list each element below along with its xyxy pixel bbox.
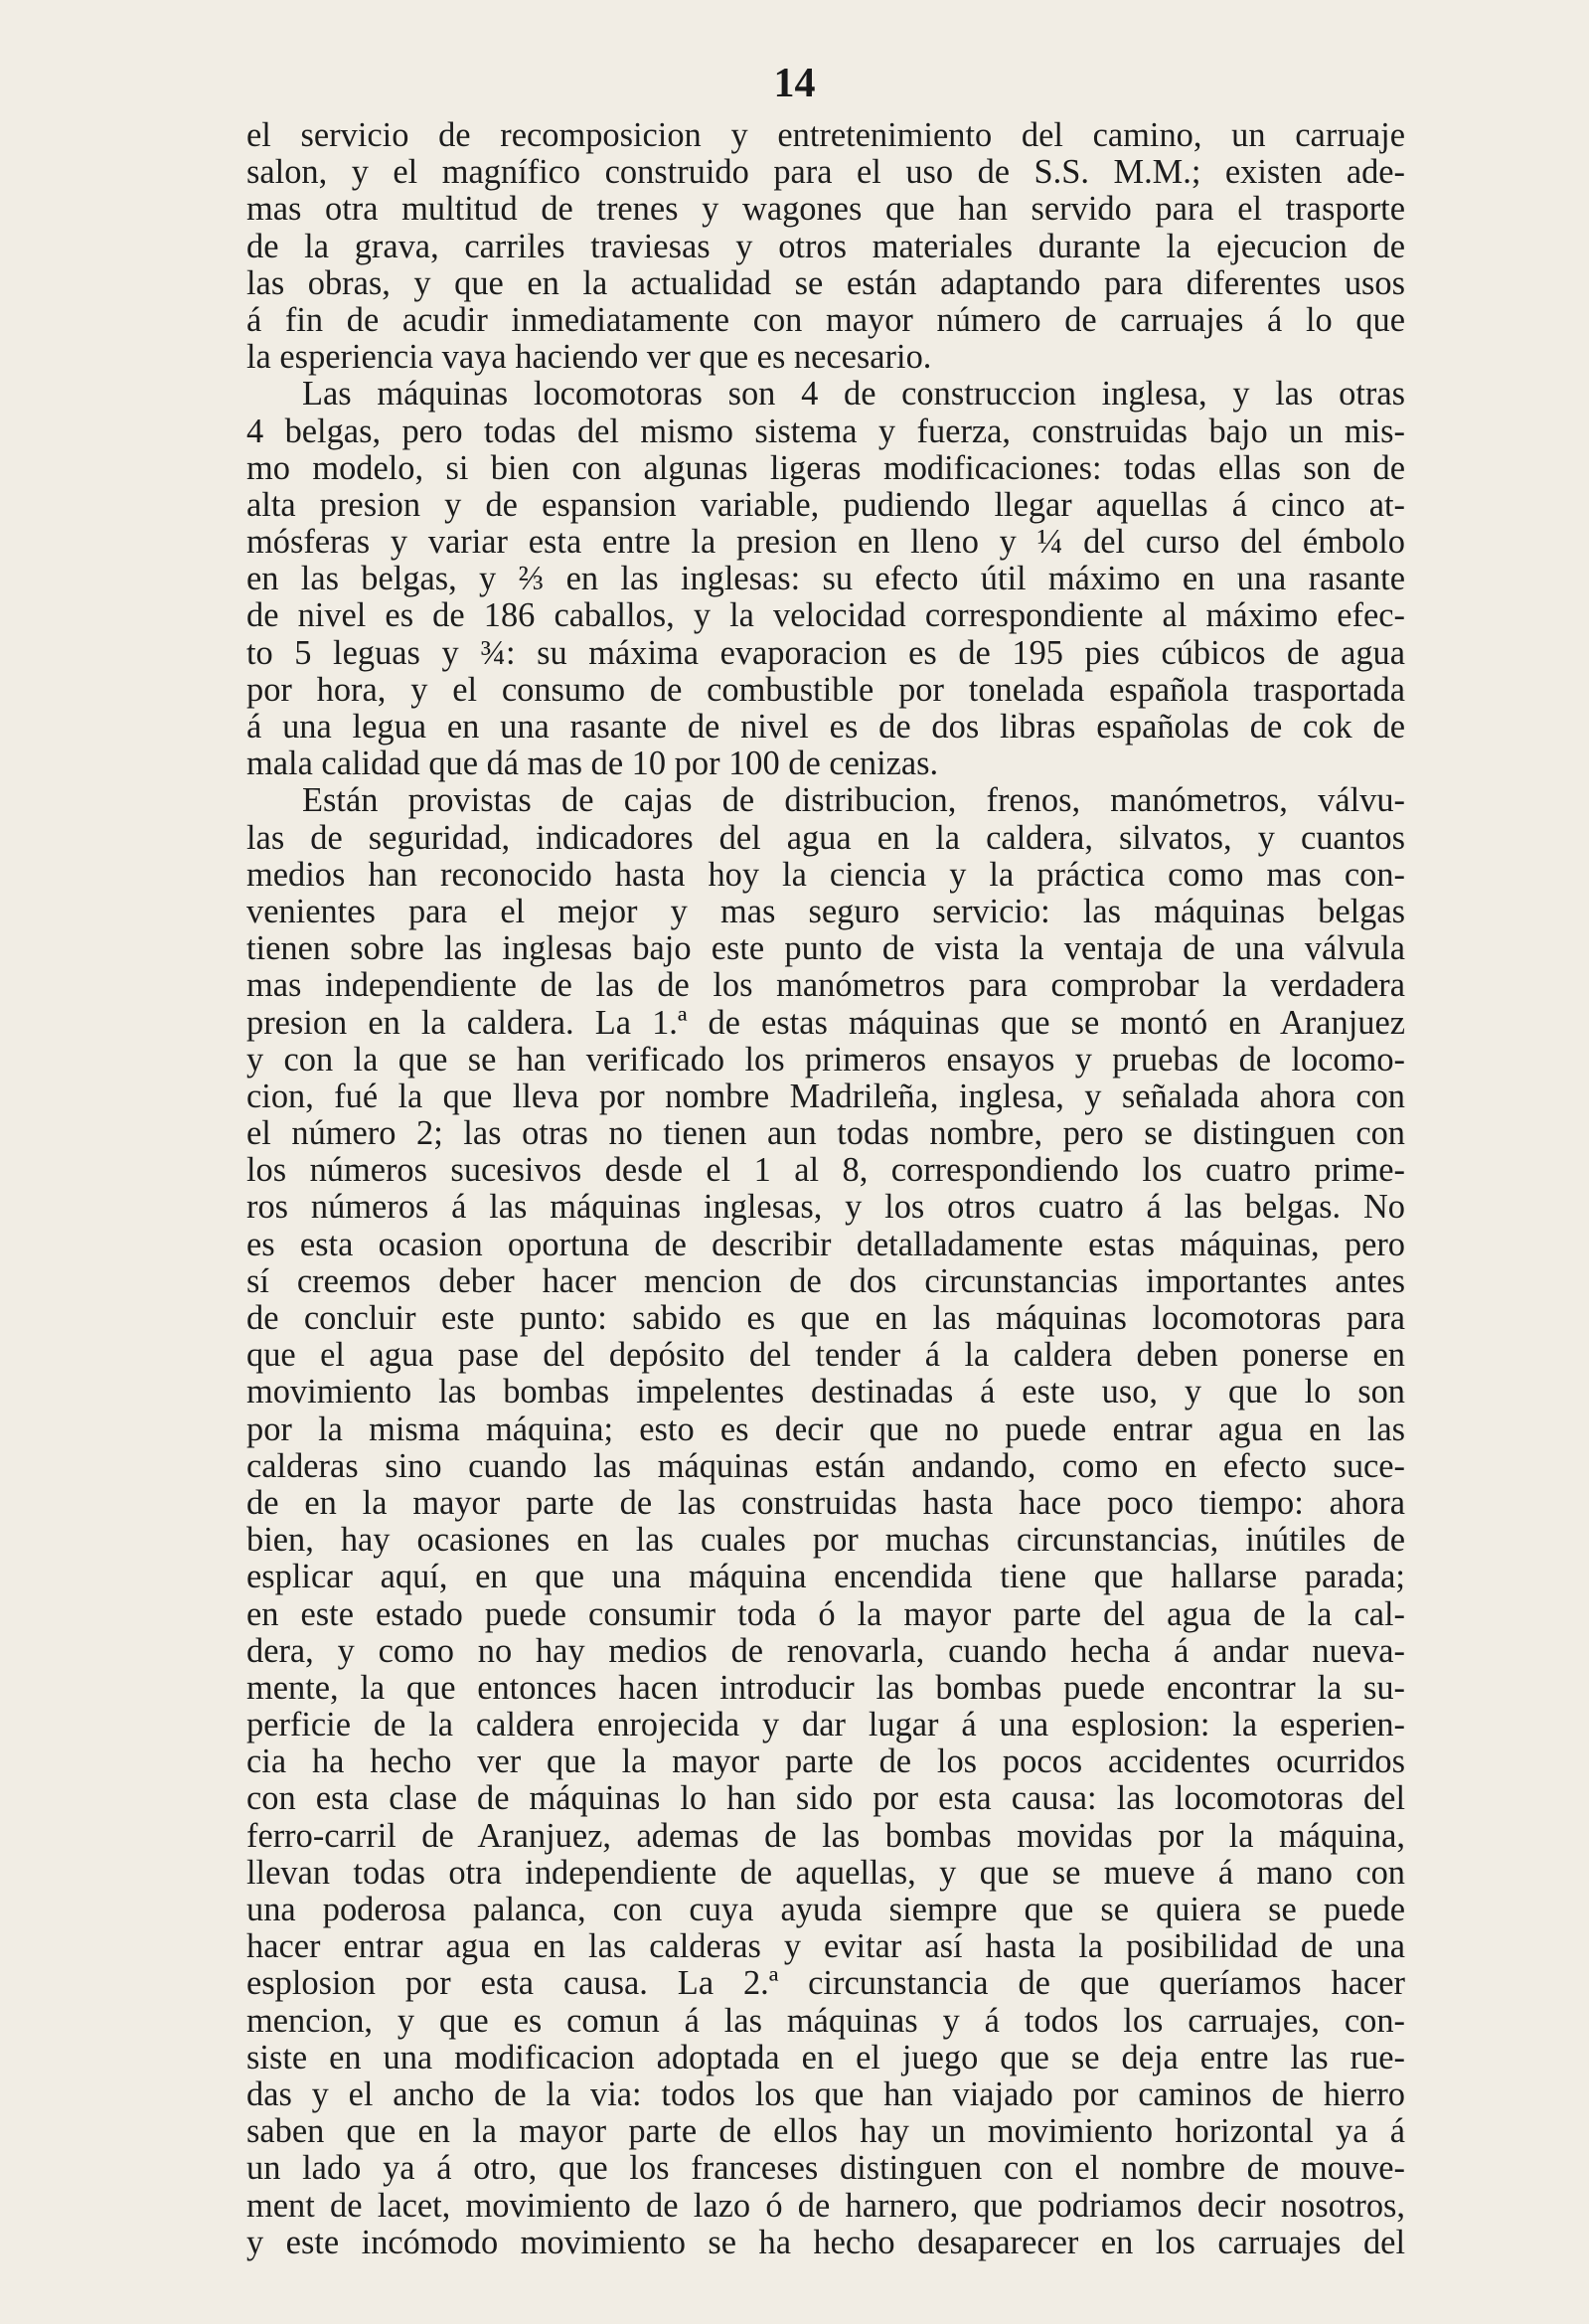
text-line: un lado ya á otro, que los franceses distinguen con el nombre de mouve-: [246, 2149, 1405, 2188]
text-line: perficie de la caldera enrojecida y dar lugar á una esplosion: la esperien-: [246, 1706, 1405, 1744]
text-line: y con la que se han verificado los primeros ensayos y pruebas de locomo-: [246, 1040, 1405, 1079]
text-line: con esta clase de máquinas lo han sido por esta causa: las locomotoras del: [246, 1779, 1405, 1818]
text-line: á fin de acudir inmediatamente con mayor número de carruajes á lo que: [246, 300, 1405, 339]
text-line: hacer entrar agua en las calderas y evitar así hasta la posibilidad de una: [246, 1927, 1405, 1966]
text-line: Las máquinas locomotoras son 4 de construccion inglesa, y las otras: [302, 375, 1405, 414]
text-line: calderas sino cuando las máquinas están andando, como en efecto suce-: [246, 1446, 1405, 1485]
text-line: mencion, y que es comun á las máquinas y á todos los carruajes, con-: [246, 2001, 1405, 2040]
text-line: sí creemos deber hacer mencion de dos circunstancias importantes antes: [246, 1261, 1405, 1300]
text-line: das y el ancho de la via: todos los que han viajado por caminos de hierro: [246, 2075, 1405, 2113]
text-line: de nivel es de 186 caballos, y la velocidad correspondiente al máximo efec-: [246, 596, 1405, 635]
text-line: ferro-carril de Aranjuez, ademas de las bombas movidas por la máquina,: [246, 1816, 1405, 1855]
text-line: y este incómodo movimiento se ha hecho desaparecer en los carruajes del: [246, 2223, 1405, 2261]
page-number: 14: [773, 61, 816, 106]
text-line: las de seguridad, indicadores del agua en la caldera, silvatos, y cuantos: [246, 818, 1405, 857]
text-line: una poderosa palanca, con cuya ayuda siempre que se quiera se puede: [246, 1891, 1405, 1928]
text-line: siste en una modificacion adoptada en el juego que se deja entre las rue-: [246, 2038, 1405, 2076]
text-line: tienen sobre las inglesas bajo este punto de vista la ventaja de una válvula: [246, 929, 1405, 968]
text-line: movimiento las bombas impelentes destinadas á este uso, y que lo son: [246, 1373, 1405, 1411]
text-line: mas otra multitud de trenes y wagones que han servido para el trasporte: [246, 190, 1405, 229]
text-line: cion, fué la que lleva por nombre Madrileña, inglesa, y señalada ahora con: [246, 1077, 1405, 1115]
text-line: en este estado puede consumir toda ó la mayor parte del agua de la cal-: [246, 1594, 1405, 1633]
text-line: saben que en la mayor parte de ellos hay un movimiento horizontal ya á: [246, 2112, 1405, 2151]
text-line: dera, y como no hay medios de renovarla, cuando hecha á andar nueva-: [246, 1631, 1405, 1670]
text-line: mas independiente de las de los manómetros para comprobar la verdadera: [246, 966, 1405, 1005]
text-line: en las belgas, y ⅔ en las inglesas: su efecto útil máximo en una rasante: [246, 560, 1405, 598]
text-line: to 5 leguas y ¾: su máxima evaporacion es de 195 pies cúbicos de agua: [246, 633, 1405, 672]
text-line: de en la mayor parte de las construidas hasta hace poco tiempo: ahora: [246, 1483, 1405, 1522]
text-line: á una legua en una rasante de nivel es de dos libras españolas de cok de: [246, 708, 1405, 746]
text-line: mala calidad que dá mas de 10 por 100 de cenizas.: [246, 745, 939, 783]
text-line: las obras, y que en la actualidad se están adaptando para diferentes usos: [246, 263, 1405, 302]
text-line: presion en la caldera. La 1.ª de estas máquinas que se montó en Aranjuez: [246, 1003, 1405, 1042]
text-line: por la misma máquina; esto es decir que no puede entrar agua en las: [246, 1410, 1405, 1448]
text-line: mente, la que entonces hacen introducir las bombas puede encontrar la su-: [246, 1668, 1405, 1707]
text-line: de concluir este punto: sabido es que en las máquinas locomotoras para: [246, 1299, 1405, 1337]
text-line: llevan todas otra independiente de aquellas, y que se mueve á mano con: [246, 1853, 1405, 1892]
text-line: esplosion por esta causa. La 2.ª circunstancia de que queríamos hacer: [246, 1964, 1405, 2003]
text-line: Están provistas de cajas de distribucion, frenos, manómetros, válvu-: [302, 781, 1405, 820]
text-line: de la grava, carriles traviesas y otros materiales durante la ejecucion de: [246, 227, 1405, 265]
text-line: el número 2; las otras no tienen aun todas nombre, pero se distinguen con: [246, 1114, 1405, 1153]
text-line: mósferas y variar esta entre la presion en lleno y ¼ del curso del émbolo: [246, 523, 1405, 562]
text-line: los números sucesivos desde el 1 al 8, correspondiendo los cuatro prime-: [246, 1151, 1405, 1190]
text-line: mo modelo, si bien con algunas ligeras modificaciones: todas ellas son de: [246, 448, 1405, 487]
text-line: es esta ocasion oportuna de describir detalladamente estas máquinas, pero: [246, 1225, 1405, 1263]
text-line: alta presion y de espansion variable, pudiendo llegar aquellas á cinco at-: [246, 485, 1405, 524]
text-line: venientes para el mejor y mas seguro servicio: las máquinas belgas: [246, 892, 1405, 930]
text-line: que el agua pase del depósito del tender á la caldera deben ponerse en: [246, 1336, 1405, 1375]
text-line: la esperiencia vaya haciendo ver que es necesario.: [246, 338, 932, 377]
text-line: bien, hay ocasiones en las cuales por muchas circunstancias, inútiles de: [246, 1521, 1405, 1560]
text-line: salon, y el magnífico construido para el uso de S.S. M.M.; existen ade-: [246, 153, 1405, 192]
text-line: el servicio de recomposicion y entretenimiento del camino, un carruaje: [246, 116, 1405, 154]
body-text: [246, 117, 1405, 2261]
text-line: medios han reconocido hasta hoy la ciencia y la práctica como mas con-: [246, 855, 1405, 894]
text-line: por hora, y el consumo de combustible por tonelada española trasportada: [246, 670, 1405, 709]
text-line: ment de lacet, movimiento de lazo ó de harnero, que podriamos decir nosotros,: [246, 2186, 1405, 2225]
text-line: esplicar aquí, en que una máquina encendida tiene que hallarse parada;: [246, 1558, 1405, 1596]
text-line: 4 belgas, pero todas del mismo sistema y fuerza, construidas bajo un mis-: [246, 412, 1405, 450]
text-line: cia ha hecho ver que la mayor parte de los pocos accidentes ocurridos: [246, 1743, 1405, 1781]
text-line: ros números á las máquinas inglesas, y los otros cuatro á las belgas. No: [246, 1188, 1405, 1227]
